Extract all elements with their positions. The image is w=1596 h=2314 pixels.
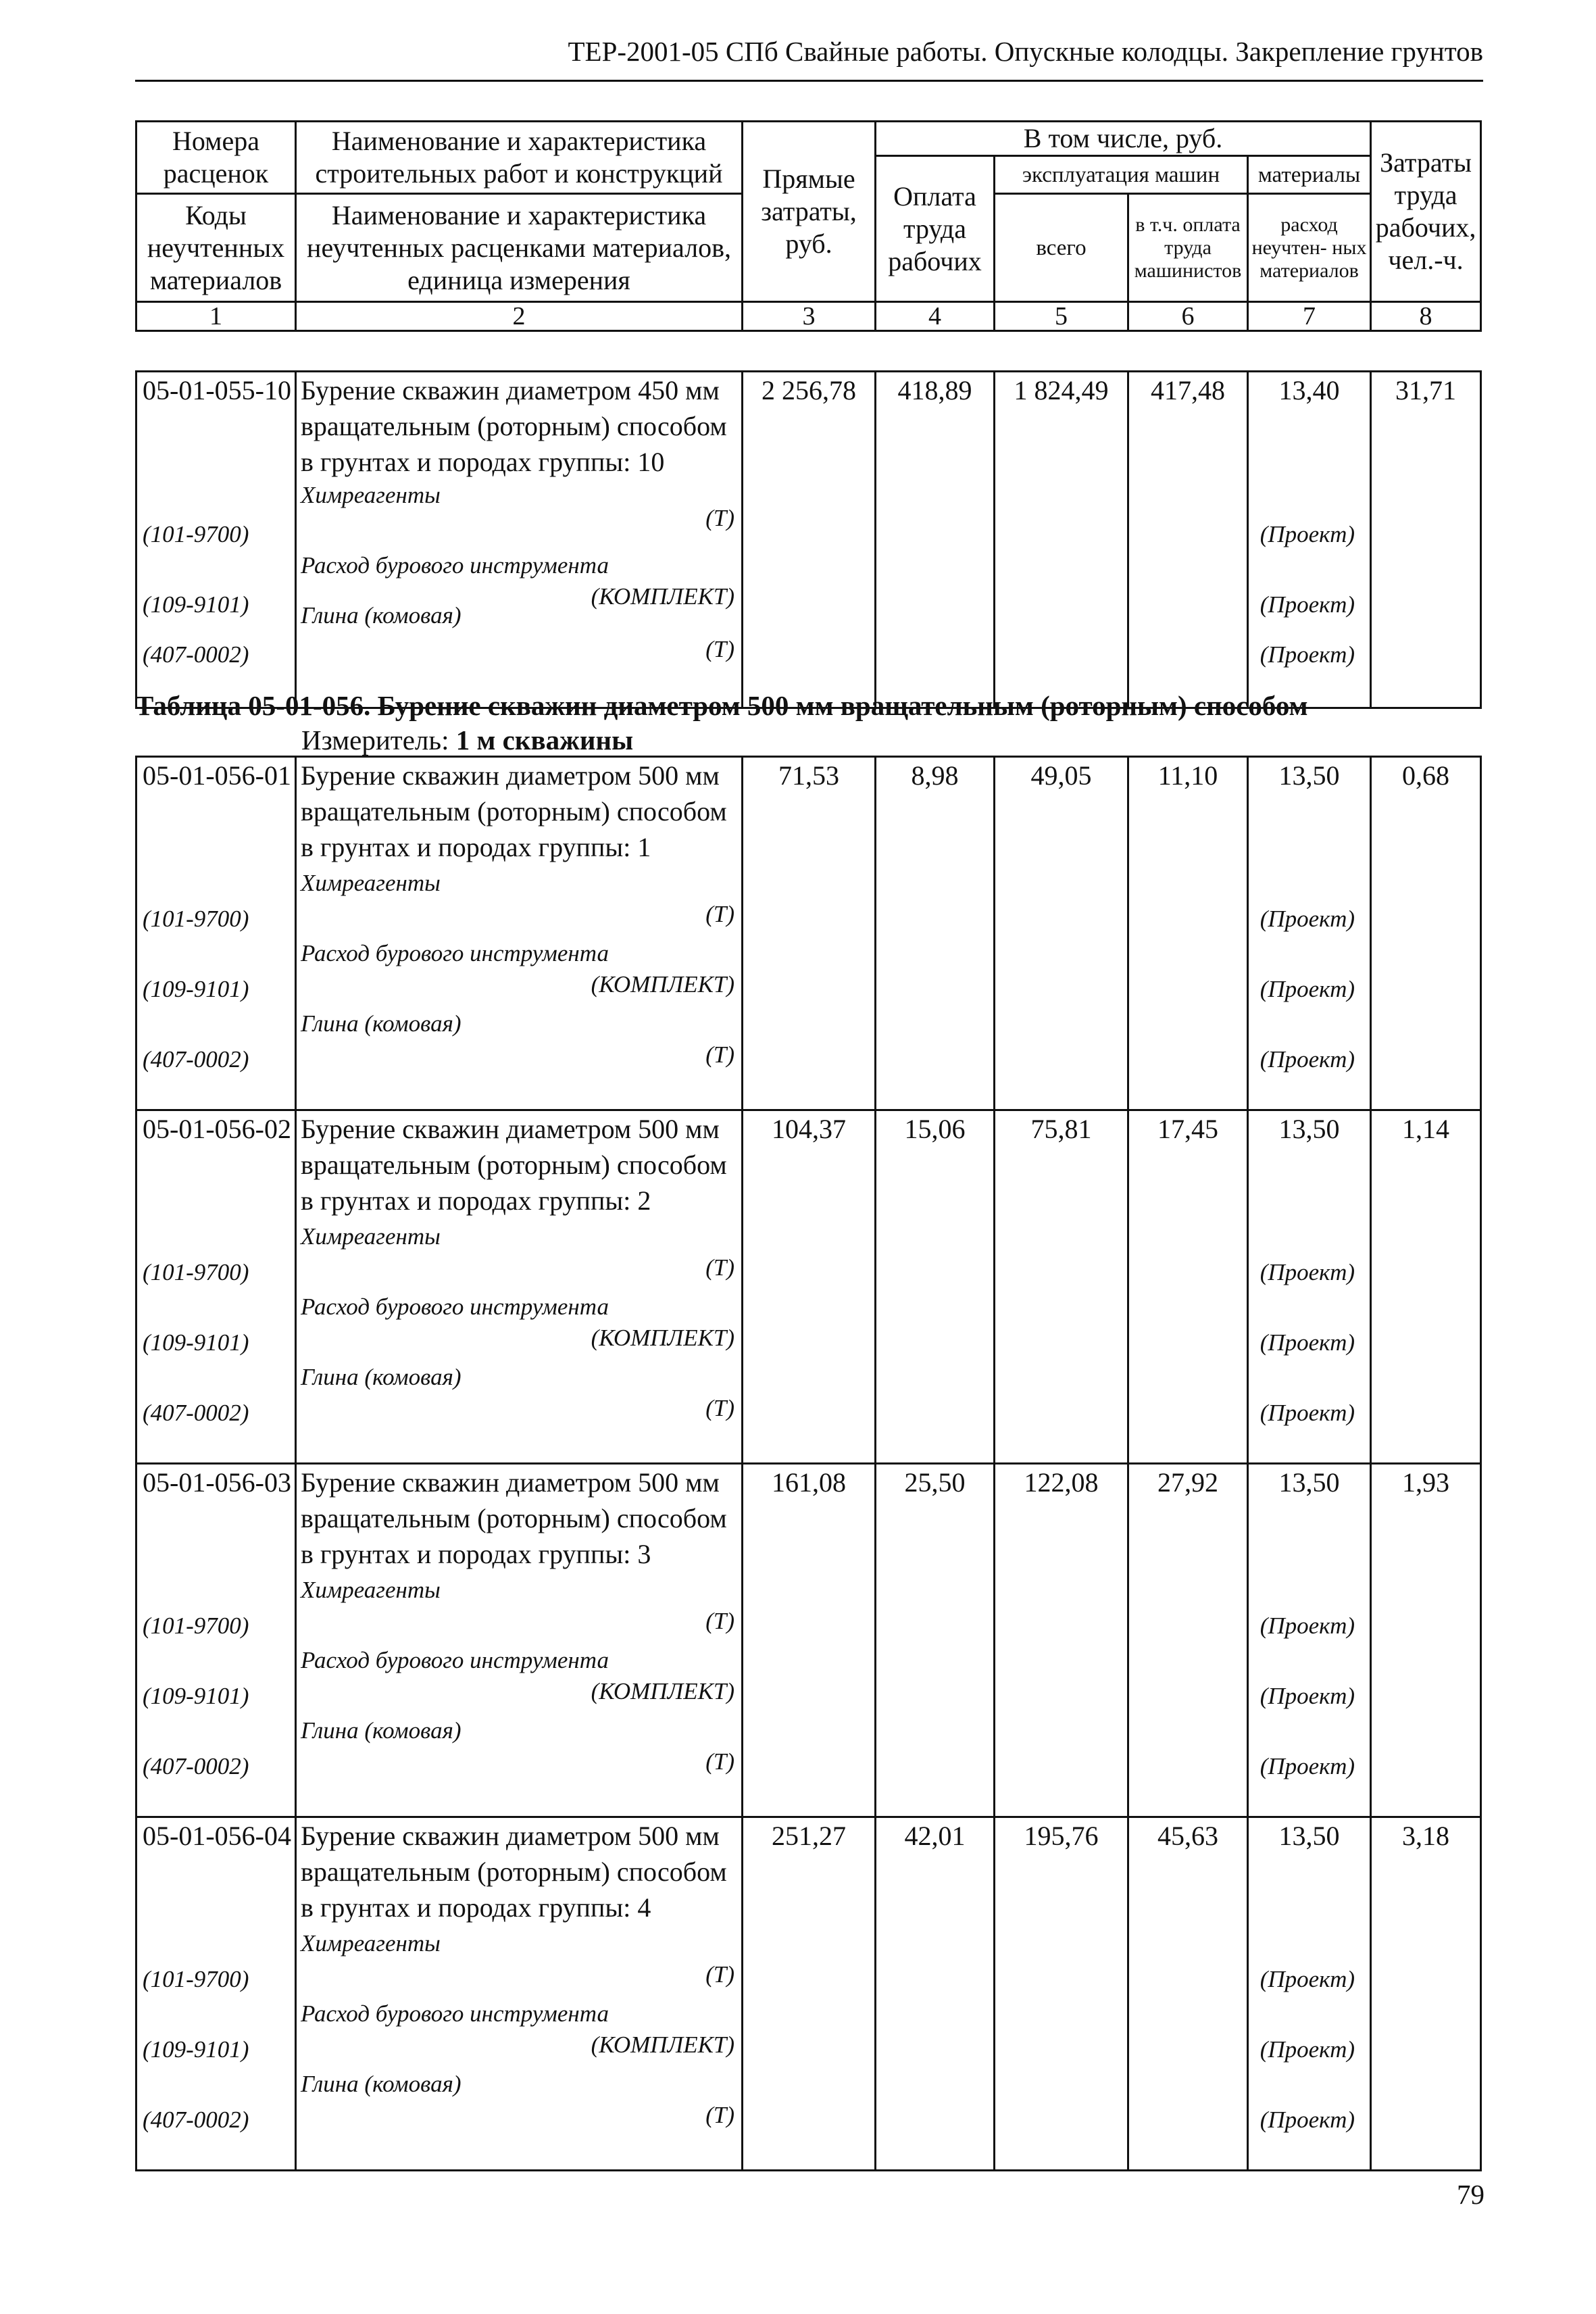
material-source: (Проект) [1260,1683,1355,1709]
machines-total: 49,05 [995,757,1128,1110]
col-materials-group: материалы [1248,156,1371,194]
labor-pay: 42,01 [876,1817,995,2171]
material-unit: (Т) [705,1608,734,1634]
col-index-8: 8 [1371,302,1481,331]
material-name: Глина (комовая) [301,1717,462,1744]
material-unit: (Т) [705,901,734,927]
machinists-pay: 45,63 [1128,1817,1248,2171]
materials-cell [1248,1110,1371,1464]
material-unit: (Т) [705,1041,734,1068]
material-source: (Проект) [1260,641,1355,668]
material-code: (407-0002) [143,1753,249,1779]
material-code: (101-9700) [143,1613,249,1639]
page-number: 79 [1457,2179,1485,2210]
materials-value: 13,50 [1278,1467,1340,1498]
materials-cell [1248,757,1371,1110]
material-name: Химреагенты [301,1577,441,1603]
machines-total: 1 824,49 [995,372,1128,708]
material-code: (109-9101) [143,2036,249,2063]
rate-code-cell [136,1464,296,1817]
col-machines-group: эксплуатация машин [995,156,1248,194]
material-source: (Проект) [1260,1966,1355,1992]
material-source: (Проект) [1260,2107,1355,2133]
material-unit: (КОМПЛЕКТ) [591,1325,734,1351]
col-labor-pay: Оплата труда рабочих [876,156,995,302]
labor-hours: 1,93 [1371,1464,1481,1817]
material-source: (Проект) [1260,1259,1355,1285]
rate-code: 05-01-055-10 [143,375,291,405]
col-work-name: Наименование и характеристика строительных работ и конструкций [296,122,743,194]
material-source: (Проект) [1260,521,1355,547]
material-source: (Проект) [1260,976,1355,1002]
col-labor-hours: Затраты труда рабочих, чел.-ч. [1371,122,1481,302]
materials-value: 13,50 [1278,760,1340,791]
material-unit: (КОМПЛЕКТ) [591,583,734,610]
material-source: (Проект) [1260,1329,1355,1356]
rate-code: 05-01-056-01 [143,760,291,791]
material-code: (407-0002) [143,2107,249,2133]
materials-cell [1248,1817,1371,2171]
material-unit: (Т) [705,505,734,531]
col-cell-name-bottom: Наименование и характеристика неучтенных расценками материалов, единица измерения [296,194,743,302]
material-name: Расход бурового инструмента [301,2000,609,2027]
rate-code: 05-01-056-02 [143,1114,291,1144]
col-cell-code-bottom: Коды неучтенных материалов [136,194,296,302]
col-rate-numbers: Номера расценок [136,122,296,194]
rate-description-cell [296,372,743,708]
col-index-6: 6 [1128,302,1248,331]
rate-description: Бурение скважин диаметром 500 мм вращательным (роторным) способом в грунтах и породах группы: 3 [301,1467,727,1569]
material-source: (Проект) [1260,1753,1355,1779]
col-index-3: 3 [743,302,876,331]
rate-row [136,372,296,708]
table-row [136,757,1481,1110]
table-row [136,1110,1481,1464]
material-name: Расход бурового инструмента [301,1294,609,1320]
material-code: (109-9101) [143,1329,249,1356]
rates-table-056 [135,756,1482,2171]
col-index-7: 7 [1248,302,1371,331]
col-machinists-pay: в т.ч. оплата труда машинистов [1128,194,1248,302]
machinists-pay: 417,48 [1128,372,1248,708]
rate-description-cell [296,1817,743,2171]
material-name: Химреагенты [301,870,441,896]
material-source: (Проект) [1260,1046,1355,1073]
machines-total: 75,81 [995,1110,1128,1464]
header-rule [135,80,1483,82]
machinists-pay: 17,45 [1128,1110,1248,1464]
materials-value: 13,50 [1278,1114,1340,1144]
material-code: (407-0002) [143,641,249,668]
rate-description: Бурение скважин диаметром 500 мм вращательным (роторным) способом в грунтах и породах группы: 1 [301,760,727,862]
material-name: Расход бурового инструмента [301,940,609,966]
labor-hours: 3,18 [1371,1817,1481,2171]
direct-costs: 104,37 [743,1110,876,1464]
labor-pay: 8,98 [876,757,995,1110]
rate-description-cell [296,1110,743,1464]
col-index-4: 4 [876,302,995,331]
labor-pay: 418,89 [876,372,995,708]
material-unit: (КОМПЛЕКТ) [591,2032,734,2058]
entry-table-055 [135,370,1482,709]
rate-description: Бурение скважин диаметром 500 мм вращательным (роторным) способом в грунтах и породах группы: 2 [301,1114,727,1216]
material-unit: (КОМПЛЕКТ) [591,971,734,998]
material-name: Расход бурового инструмента [301,1647,609,1673]
table-meter [301,724,633,756]
material-unit: (Т) [705,2102,734,2128]
machines-total: 122,08 [995,1464,1128,1817]
material-code: (101-9700) [143,1259,249,1285]
material-source: (Проект) [1260,1613,1355,1639]
material-code: (407-0002) [143,1046,249,1073]
material-name: Глина (комовая) [301,1364,462,1390]
machinists-pay: 27,92 [1128,1464,1248,1817]
labor-hours: 31,71 [1371,372,1481,708]
direct-costs: 161,08 [743,1464,876,1817]
materials-value: 13,50 [1278,1821,1340,1851]
labor-pay: 25,50 [876,1464,995,1817]
material-unit: (Т) [705,636,734,662]
material-name: Расход бурового инструмента [301,552,609,578]
col-index-1: 1 [136,302,296,331]
materials-cell [1248,1464,1371,1817]
material-code: (407-0002) [143,1400,249,1426]
rate-code-cell [136,1817,296,2171]
meter-label: Измеритель: [301,724,456,756]
material-code: (109-9101) [143,976,249,1002]
material-code: (109-9101) [143,591,249,618]
rate-description: Бурение скважин диаметром 500 мм вращательным (роторным) способом в грунтах и породах группы: 4 [301,1821,727,1923]
material-source: (Проект) [1260,591,1355,618]
rate-code: 05-01-056-04 [143,1821,291,1851]
material-unit: (Т) [705,1395,734,1421]
material-code: (101-9700) [143,906,249,932]
materials-value: 13,40 [1278,375,1340,405]
table-row [136,1464,1481,1817]
material-name: Глина (комовая) [301,1010,462,1037]
material-source: (Проект) [1260,906,1355,932]
running-header: ТЕР-2001-05 СПб Свайные работы. Опускные колодцы. Закрепление грунтов [568,36,1483,67]
rate-description-cell [296,757,743,1110]
table-row [136,1817,1481,2171]
material-name: Химреагенты [301,482,441,508]
direct-costs: 71,53 [743,757,876,1110]
labor-hours: 0,68 [1371,757,1481,1110]
rate-description-cell [296,1464,743,1817]
labor-pay: 15,06 [876,1110,995,1464]
material-unit: (КОМПЛЕКТ) [591,1678,734,1704]
col-direct-costs: Прямые затраты, руб. [743,122,876,302]
rate-code: 05-01-056-03 [143,1467,291,1498]
direct-costs: 251,27 [743,1817,876,2171]
labor-hours: 1,14 [1371,1110,1481,1464]
rate-code-cell [136,757,296,1110]
rate-description: Бурение скважин диаметром 450 мм вращательным (роторным) способом в грунтах и породах группы: 10 [301,375,727,477]
col-index-5: 5 [995,302,1128,331]
rate-code-cell [136,1110,296,1464]
column-header-table [135,120,1482,332]
material-unit: (Т) [705,1254,734,1281]
material-name: Глина (комовая) [301,602,462,629]
material-code: (101-9700) [143,521,249,547]
col-machines-total: всего [995,194,1128,302]
meter-value: 1 м скважины [455,724,634,756]
material-source: (Проект) [1260,2036,1355,2063]
table-title: Таблица 05-01-056. Бурение скважин диаметром 500 мм вращательным (роторным) способом [135,690,1308,721]
material-name: Глина (комовая) [301,2071,462,2097]
material-source: (Проект) [1260,1400,1355,1426]
machinists-pay: 11,10 [1128,757,1248,1110]
material-unit: (Т) [705,1748,734,1775]
material-code: (101-9700) [143,1966,249,1992]
col-unaccounted-materials: расход неучтен- ных материалов [1248,194,1371,302]
materials-cell [1248,372,1371,708]
material-name: Химреагенты [301,1223,441,1250]
col-group-including: В том числе, руб. [876,122,1371,156]
material-name: Химреагенты [301,1930,441,1956]
material-unit: (Т) [705,1961,734,1988]
machines-total: 195,76 [995,1817,1128,2171]
direct-costs: 2 256,78 [743,372,876,708]
material-code: (109-9101) [143,1683,249,1709]
col-index-2: 2 [296,302,743,331]
